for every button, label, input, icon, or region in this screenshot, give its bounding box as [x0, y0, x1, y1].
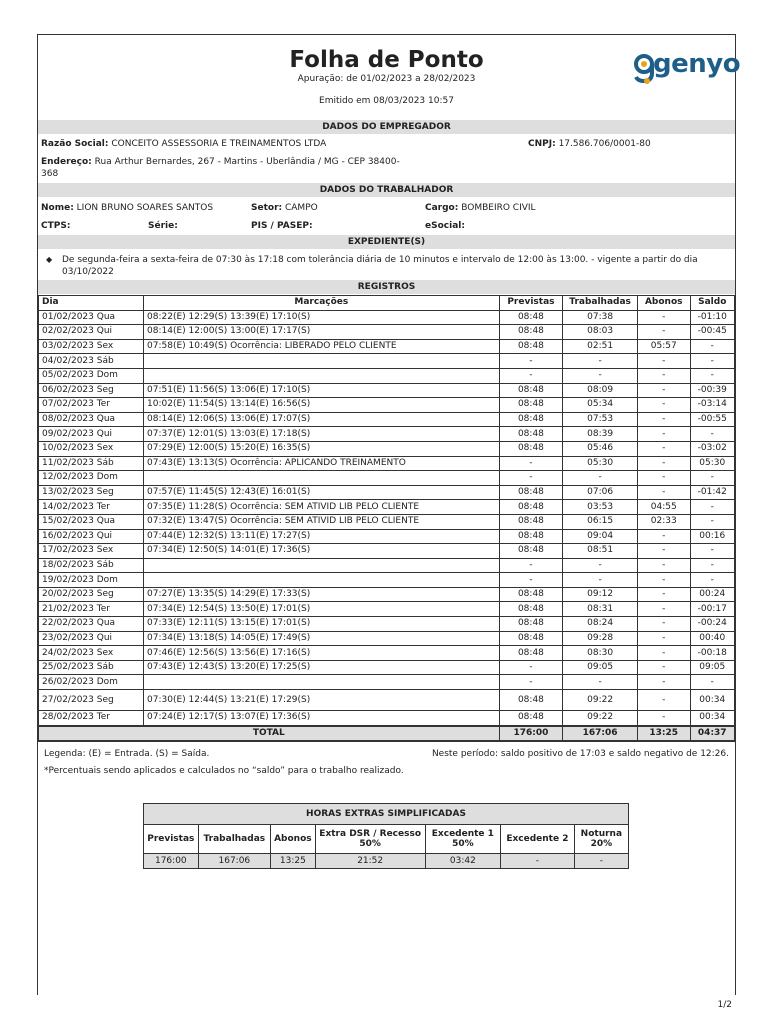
cell-saldo: -	[690, 427, 735, 442]
cell-marcacoes	[144, 675, 500, 690]
emission-date: Emitido em 08/03/2023 10:57	[319, 96, 454, 106]
apuracao-period: Apuração: de 01/02/2023 a 28/02/2023	[297, 74, 476, 84]
cell-abonos: 04:55	[637, 500, 690, 515]
cell-dia: 23/02/2023 Qui	[39, 631, 144, 646]
cell-trabalhadas: -	[563, 354, 638, 369]
cell-trabalhadas: 07:53	[563, 412, 638, 427]
registros-header-row	[39, 296, 735, 311]
cell-trabalhadas: 09:22	[563, 690, 638, 711]
table-row	[39, 690, 735, 711]
table-row	[39, 514, 735, 529]
table-row	[39, 398, 735, 413]
cell-saldo: -00:39	[690, 383, 735, 398]
bullet-icon: ◆	[46, 255, 53, 264]
cell-marcacoes: 07:43(E) 13:13(S) Ocorrência: APLICANDO TREINAMENTO	[144, 456, 500, 471]
cell-marcacoes	[144, 354, 500, 369]
cell-marcacoes: 08:22(E) 12:29(S) 13:39(E) 17:10(S)	[144, 310, 500, 325]
cell-dia: 19/02/2023 Dom	[39, 573, 144, 588]
cell-saldo: -	[690, 514, 735, 529]
cell-dia: 11/02/2023 Sáb	[39, 456, 144, 471]
cell-abonos: -	[637, 587, 690, 602]
total-previstas: 176:00	[499, 726, 563, 742]
cell-previstas: 08:48	[499, 602, 563, 617]
cell-previstas: -	[499, 354, 563, 369]
cell-abonos: -	[637, 646, 690, 661]
cell-trabalhadas: 08:09	[563, 383, 638, 398]
cell-marcacoes	[144, 368, 500, 383]
extras-col-abonos: Abonos	[271, 825, 316, 854]
cell-dia: 25/02/2023 Sáb	[39, 660, 144, 675]
cell-previstas: -	[499, 573, 563, 588]
cell-previstas: 08:48	[499, 544, 563, 559]
cell-abonos: -	[637, 631, 690, 646]
cell-previstas: -	[499, 456, 563, 471]
col-dia: Dia	[39, 296, 144, 311]
cell-abonos: -	[637, 617, 690, 632]
cell-previstas: 08:48	[499, 339, 563, 354]
cell-marcacoes: 07:57(E) 11:45(S) 12:43(E) 16:01(S)	[144, 485, 500, 500]
horas-extras-header-row	[144, 825, 629, 854]
cell-saldo: -00:55	[690, 412, 735, 427]
cell-marcacoes	[144, 471, 500, 486]
cell-saldo: -00:45	[690, 325, 735, 340]
cell-saldo: 05:30	[690, 456, 735, 471]
cell-dia: 06/02/2023 Seg	[39, 383, 144, 398]
cell-marcacoes: 07:32(E) 13:47(S) Ocorrência: SEM ATIVID LIB PELO CLIENTE	[144, 514, 500, 529]
cell-trabalhadas: 06:15	[563, 514, 638, 529]
cell-abonos: -	[637, 573, 690, 588]
cell-previstas: 08:48	[499, 587, 563, 602]
cnpj: CNPJ: 17.586.706/0001-80	[528, 139, 651, 149]
cell-dia: 05/02/2023 Dom	[39, 368, 144, 383]
cell-trabalhadas: -	[563, 368, 638, 383]
cell-marcacoes: 08:14(E) 12:06(S) 13:06(E) 17:07(S)	[144, 412, 500, 427]
table-row	[39, 485, 735, 500]
cell-trabalhadas: 08:51	[563, 544, 638, 559]
endereco: Endereço: Rua Arthur Bernardes, 267 - Martins - Uberlândia / MG - CEP 38400-368	[41, 157, 400, 179]
registros-table	[38, 295, 735, 742]
cell-marcacoes: 07:51(E) 11:56(S) 13:06(E) 17:10(S)	[144, 383, 500, 398]
table-row	[39, 544, 735, 559]
cell-trabalhadas: 08:30	[563, 646, 638, 661]
cell-dia: 08/02/2023 Qua	[39, 412, 144, 427]
col-saldo: Saldo	[690, 296, 735, 311]
total-row	[39, 726, 735, 742]
table-row	[39, 412, 735, 427]
cell-abonos: -	[637, 310, 690, 325]
col-marcacoes: Marcações	[144, 296, 500, 311]
cell-previstas: 08:48	[499, 617, 563, 632]
extras-col-noturna: Noturna 20%	[574, 825, 628, 854]
cell-dia: 01/02/2023 Qua	[39, 310, 144, 325]
cell-trabalhadas: 05:30	[563, 456, 638, 471]
worker-ctps: CTPS:	[41, 221, 71, 231]
worker-serie: Série:	[148, 221, 178, 231]
cell-saldo: 00:24	[690, 587, 735, 602]
cell-saldo: -03:02	[690, 441, 735, 456]
cell-trabalhadas: 05:34	[563, 398, 638, 413]
cell-marcacoes: 07:30(E) 12:44(S) 13:21(E) 17:29(S)	[144, 690, 500, 711]
cell-abonos: -	[637, 325, 690, 340]
page-number: 1/2	[717, 1000, 732, 1010]
extras-val-noturna: -	[574, 854, 628, 869]
cell-marcacoes: 07:34(E) 12:50(S) 14:01(E) 17:36(S)	[144, 544, 500, 559]
cell-dia: 12/02/2023 Dom	[39, 471, 144, 486]
cell-previstas: 08:48	[499, 646, 563, 661]
cell-trabalhadas: 09:04	[563, 529, 638, 544]
cell-abonos: -	[637, 675, 690, 690]
extras-val-dsr: 21:52	[315, 854, 425, 869]
extras-val-previstas: 176:00	[144, 854, 199, 869]
cell-abonos: -	[637, 544, 690, 559]
cell-abonos: -	[637, 354, 690, 369]
cell-abonos: -	[637, 383, 690, 398]
cell-marcacoes: 08:14(E) 12:00(S) 13:00(E) 17:17(S)	[144, 325, 500, 340]
total-abonos: 13:25	[637, 726, 690, 742]
cell-abonos: -	[637, 412, 690, 427]
cell-abonos: -	[637, 398, 690, 413]
cell-saldo: -01:10	[690, 310, 735, 325]
cell-abonos: -	[637, 471, 690, 486]
table-row	[39, 711, 735, 726]
cell-dia: 28/02/2023 Ter	[39, 711, 144, 726]
cell-saldo: 00:34	[690, 690, 735, 711]
col-previstas: Previstas	[499, 296, 563, 311]
cell-trabalhadas: 05:46	[563, 441, 638, 456]
cell-trabalhadas: 09:28	[563, 631, 638, 646]
horas-extras-table	[143, 803, 629, 869]
cell-saldo: -	[690, 354, 735, 369]
extras-col-previstas: Previstas	[144, 825, 199, 854]
cell-abonos: -	[637, 456, 690, 471]
cell-saldo: 00:40	[690, 631, 735, 646]
cell-marcacoes: 07:34(E) 13:18(S) 14:05(E) 17:49(S)	[144, 631, 500, 646]
cell-saldo: -00:24	[690, 617, 735, 632]
extras-val-excedente1: 03:42	[425, 854, 500, 869]
table-row	[39, 310, 735, 325]
table-row	[39, 325, 735, 340]
registros-section-header: REGISTROS	[38, 280, 735, 294]
cell-previstas: 08:48	[499, 514, 563, 529]
cell-trabalhadas: 08:31	[563, 602, 638, 617]
worker-pis: PIS / PASEP:	[251, 221, 313, 231]
percent-note: *Percentuais sendo aplicados e calculados no “saldo” para o trabalho realizado.	[44, 766, 404, 776]
cell-saldo: -00:17	[690, 602, 735, 617]
cell-marcacoes: 07:27(E) 13:35(S) 14:29(E) 17:33(S)	[144, 587, 500, 602]
worker-setor: Setor: CAMPO	[251, 203, 318, 213]
extras-val-abonos: 13:25	[271, 854, 316, 869]
cell-marcacoes	[144, 573, 500, 588]
cell-saldo: -	[690, 573, 735, 588]
cell-marcacoes: 07:58(E) 10:49(S) Ocorrência: LIBERADO PELO CLIENTE	[144, 339, 500, 354]
col-abonos: Abonos	[637, 296, 690, 311]
cell-trabalhadas: 03:53	[563, 500, 638, 515]
cell-previstas: 08:48	[499, 711, 563, 726]
cell-previstas: -	[499, 368, 563, 383]
cell-previstas: 08:48	[499, 690, 563, 711]
cell-saldo: -	[690, 675, 735, 690]
cell-abonos: -	[637, 529, 690, 544]
cell-marcacoes: 07:43(E) 12:43(S) 13:20(E) 17:25(S)	[144, 660, 500, 675]
cell-saldo: -	[690, 558, 735, 573]
cell-saldo: -00:18	[690, 646, 735, 661]
page-title: Folha de Ponto	[289, 47, 484, 73]
cell-previstas: 08:48	[499, 485, 563, 500]
document-frame	[37, 34, 741, 995]
horas-extras-caption: HORAS EXTRAS SIMPLIFICADAS	[144, 804, 629, 825]
table-row	[39, 587, 735, 602]
logo-mark-icon	[633, 51, 655, 85]
table-row	[39, 427, 735, 442]
cell-previstas: -	[499, 471, 563, 486]
table-row	[39, 558, 735, 573]
table-row	[39, 500, 735, 515]
extras-col-trabalhadas: Trabalhadas	[198, 825, 270, 854]
cell-marcacoes: 07:33(E) 12:11(S) 13:15(E) 17:01(S)	[144, 617, 500, 632]
legend-text: Legenda: (E) = Entrada. (S) = Saída.	[44, 749, 210, 759]
cell-trabalhadas: 08:24	[563, 617, 638, 632]
employer-section-header: DADOS DO EMPREGADOR	[38, 120, 735, 134]
cell-marcacoes: 07:29(E) 12:00(S) 15:20(E) 16:35(S)	[144, 441, 500, 456]
table-row	[39, 631, 735, 646]
table-row	[39, 573, 735, 588]
cell-dia: 13/02/2023 Seg	[39, 485, 144, 500]
cell-saldo: 00:16	[690, 529, 735, 544]
cell-saldo: -	[690, 471, 735, 486]
table-row	[39, 354, 735, 369]
cell-previstas: -	[499, 558, 563, 573]
worker-cargo: Cargo: BOMBEIRO CIVIL	[425, 203, 536, 213]
table-row	[39, 441, 735, 456]
cell-trabalhadas: 09:22	[563, 711, 638, 726]
worker-name: Nome: LION BRUNO SOARES SANTOS	[41, 203, 214, 213]
expediente-item: ◆ De segunda-feira a sexta-feira de 07:30 às 17:18 com tolerância diária de 10 minutos e intervalo de 12:00 às 13:00. - vigente a partir do dia 03/10/2022	[46, 255, 698, 277]
cell-trabalhadas: 09:05	[563, 660, 638, 675]
cell-marcacoes: 07:34(E) 12:54(S) 13:50(E) 17:01(S)	[144, 602, 500, 617]
cell-saldo: 00:34	[690, 711, 735, 726]
cell-previstas: -	[499, 660, 563, 675]
cell-abonos: -	[637, 441, 690, 456]
genyo-logo	[633, 49, 741, 83]
table-row	[39, 456, 735, 471]
cell-trabalhadas: 02:51	[563, 339, 638, 354]
cell-marcacoes: 07:37(E) 12:01(S) 13:03(E) 17:18(S)	[144, 427, 500, 442]
cell-dia: 04/02/2023 Sáb	[39, 354, 144, 369]
cell-trabalhadas: 08:03	[563, 325, 638, 340]
cell-marcacoes: 07:44(E) 12:32(S) 13:11(E) 17:27(S)	[144, 529, 500, 544]
cell-dia: 27/02/2023 Seg	[39, 690, 144, 711]
cell-abonos: -	[637, 368, 690, 383]
cell-dia: 24/02/2023 Sex	[39, 646, 144, 661]
table-row	[39, 675, 735, 690]
total-saldo: 04:37	[690, 726, 735, 742]
cell-trabalhadas: -	[563, 471, 638, 486]
extras-col-excedente1: Excedente 1 50%	[425, 825, 500, 854]
cell-trabalhadas: 07:06	[563, 485, 638, 500]
cell-saldo: -03:14	[690, 398, 735, 413]
cell-previstas: 08:48	[499, 325, 563, 340]
cell-previstas: 08:48	[499, 529, 563, 544]
logo-text: genyo	[653, 49, 741, 79]
cell-trabalhadas: -	[563, 573, 638, 588]
table-row	[39, 602, 735, 617]
horas-extras-values-row	[144, 854, 629, 869]
cell-saldo: -	[690, 368, 735, 383]
cell-saldo: -	[690, 544, 735, 559]
cell-previstas: 08:48	[499, 500, 563, 515]
extras-col-dsr: Extra DSR / Recesso 50%	[315, 825, 425, 854]
cell-dia: 20/02/2023 Seg	[39, 587, 144, 602]
total-trabalhadas: 167:06	[563, 726, 638, 742]
cell-dia: 18/02/2023 Sáb	[39, 558, 144, 573]
cell-dia: 10/02/2023 Sex	[39, 441, 144, 456]
cell-previstas: 08:48	[499, 427, 563, 442]
cell-previstas: -	[499, 675, 563, 690]
cell-dia: 21/02/2023 Ter	[39, 602, 144, 617]
table-row	[39, 660, 735, 675]
cell-trabalhadas: 09:12	[563, 587, 638, 602]
cell-abonos: 02:33	[637, 514, 690, 529]
table-row	[39, 368, 735, 383]
cell-trabalhadas: 07:38	[563, 310, 638, 325]
worker-esocial: eSocial:	[425, 221, 465, 231]
cell-abonos: -	[637, 711, 690, 726]
cell-trabalhadas: -	[563, 675, 638, 690]
cell-marcacoes: 07:35(E) 11:28(S) Ocorrência: SEM ATIVID LIB PELO CLIENTE	[144, 500, 500, 515]
cell-abonos: -	[637, 690, 690, 711]
col-trabalhadas: Trabalhadas	[563, 296, 638, 311]
table-row	[39, 617, 735, 632]
cell-marcacoes: 10:02(E) 11:54(S) 13:14(E) 16:56(S)	[144, 398, 500, 413]
cell-dia: 14/02/2023 Ter	[39, 500, 144, 515]
cell-saldo: -	[690, 500, 735, 515]
cell-dia: 09/02/2023 Qui	[39, 427, 144, 442]
cell-trabalhadas: -	[563, 558, 638, 573]
table-row	[39, 646, 735, 661]
cell-dia: 02/02/2023 Qui	[39, 325, 144, 340]
cell-previstas: 08:48	[499, 412, 563, 427]
cell-previstas: 08:48	[499, 383, 563, 398]
razao-social: Razão Social: CONCEITO ASSESSORIA E TREINAMENTOS LTDA	[41, 139, 327, 149]
extras-col-excedente2: Excedente 2	[501, 825, 575, 854]
cell-dia: 22/02/2023 Qua	[39, 617, 144, 632]
worker-section-header: DADOS DO TRABALHADOR	[38, 183, 735, 197]
cell-dia: 03/02/2023 Sex	[39, 339, 144, 354]
cell-abonos: 05:57	[637, 339, 690, 354]
cell-dia: 26/02/2023 Dom	[39, 675, 144, 690]
cell-saldo: -01:42	[690, 485, 735, 500]
cell-previstas: 08:48	[499, 441, 563, 456]
table-row	[39, 529, 735, 544]
cell-marcacoes: 07:24(E) 12:17(S) 13:07(E) 17:36(S)	[144, 711, 500, 726]
cell-abonos: -	[637, 485, 690, 500]
cell-marcacoes	[144, 558, 500, 573]
table-row	[39, 339, 735, 354]
cell-previstas: 08:48	[499, 398, 563, 413]
cell-dia: 17/02/2023 Sex	[39, 544, 144, 559]
cell-saldo: -	[690, 339, 735, 354]
cell-dia: 16/02/2023 Qui	[39, 529, 144, 544]
cell-marcacoes: 07:46(E) 12:56(S) 13:56(E) 17:16(S)	[144, 646, 500, 661]
total-label: TOTAL	[39, 726, 500, 742]
cell-abonos: -	[637, 427, 690, 442]
expediente-section-header: EXPEDIENTE(S)	[38, 235, 735, 249]
period-balance: Neste período: saldo positivo de 17:03 e saldo negativo de 12:26.	[431, 749, 729, 759]
cell-abonos: -	[637, 660, 690, 675]
extras-val-excedente2: -	[501, 854, 575, 869]
table-row	[39, 383, 735, 398]
cell-trabalhadas: 08:39	[563, 427, 638, 442]
cell-previstas: 08:48	[499, 631, 563, 646]
cell-previstas: 08:48	[499, 310, 563, 325]
cell-dia: 07/02/2023 Ter	[39, 398, 144, 413]
cell-dia: 15/02/2023 Qua	[39, 514, 144, 529]
cell-abonos: -	[637, 558, 690, 573]
table-row	[39, 471, 735, 486]
cell-abonos: -	[637, 602, 690, 617]
cell-saldo: 09:05	[690, 660, 735, 675]
extras-val-trabalhadas: 167:06	[198, 854, 270, 869]
